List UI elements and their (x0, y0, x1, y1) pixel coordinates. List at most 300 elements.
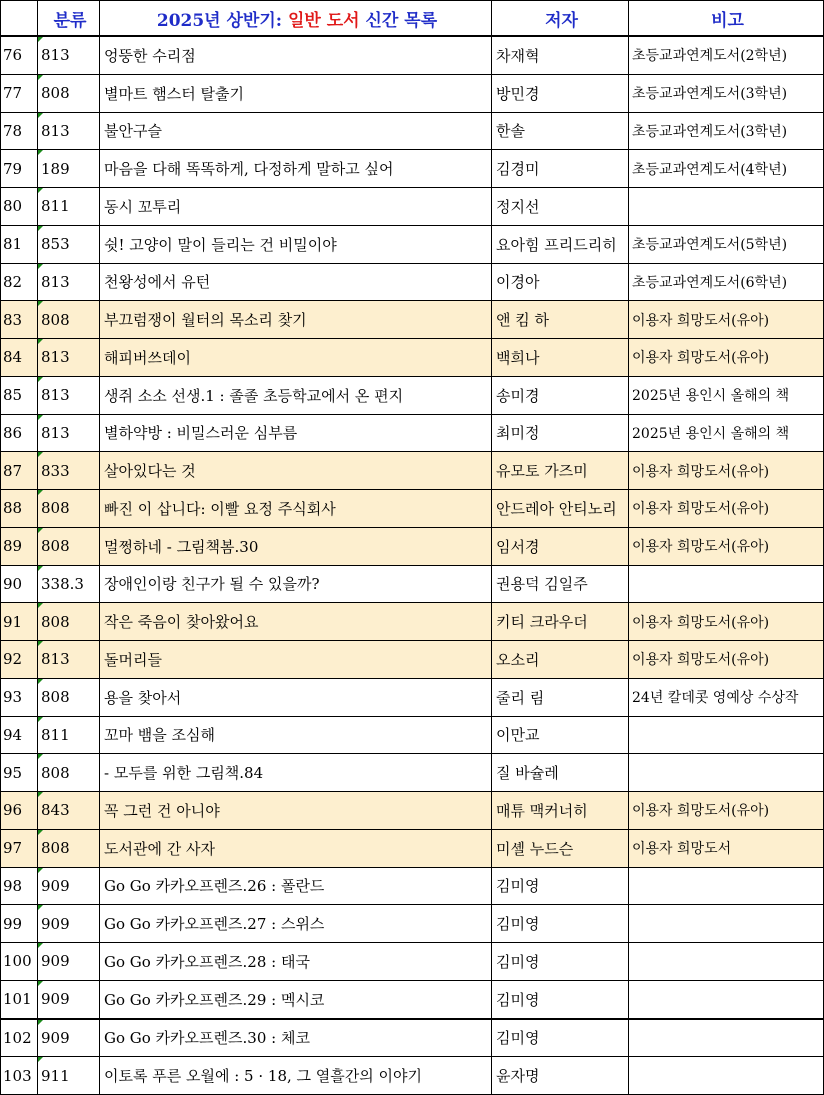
title-header (100, 1, 492, 37)
book-note-text: 초등교과연계도서(3학년) (632, 123, 788, 140)
title-header-prefix: 2025년 상반기: (156, 10, 288, 31)
book-title (100, 376, 492, 414)
book-title (100, 414, 492, 452)
comment-indicator-icon (38, 264, 43, 269)
row-number (1, 339, 38, 377)
comment-indicator-icon (38, 150, 43, 155)
book-author-text: 임서경 (496, 537, 540, 556)
class-number (38, 452, 100, 490)
class-number-text: 808 (41, 537, 70, 556)
table-row (1, 452, 824, 490)
row-number (1, 565, 38, 603)
class-number-text: 808 (41, 688, 70, 707)
book-author-text: 송미경 (496, 386, 540, 405)
book-note-text: 2025년 용인시 올해의 책 (632, 425, 790, 442)
book-title (100, 74, 492, 112)
comment-indicator-icon (38, 566, 43, 571)
book-note (629, 1057, 824, 1095)
book-title-text: - 모두를 위한 그림책.84 (104, 764, 264, 783)
table-row (1, 74, 824, 112)
book-title (100, 754, 492, 792)
comment-indicator-icon (38, 301, 43, 306)
table-row (1, 376, 824, 414)
book-note (629, 716, 824, 754)
book-title-text: 생쥐 소소 선생.1 : 졸졸 초등학교에서 온 편지 (104, 386, 404, 405)
book-note (629, 74, 824, 112)
row-number (1, 225, 38, 263)
row-number (1, 1019, 38, 1057)
book-title (100, 188, 492, 226)
comment-indicator-icon (38, 528, 43, 533)
table-row (1, 603, 824, 641)
class-number (38, 641, 100, 679)
book-author-text: 최미정 (496, 424, 540, 443)
class-number-text: 813 (41, 650, 70, 669)
book-note (629, 452, 824, 490)
table-row (1, 225, 824, 263)
comment-indicator-icon (38, 1057, 43, 1062)
book-title-text: 살아있다는 것 (104, 462, 196, 481)
row-number-text: 96 (3, 801, 23, 820)
table-row (1, 150, 824, 188)
row-number (1, 1057, 38, 1095)
book-note-text: 초등교과연계도서(4학년) (632, 161, 788, 178)
table-row (1, 339, 824, 377)
book-title-text: 엉뚱한 수리점 (104, 46, 196, 65)
book-note (629, 188, 824, 226)
book-author-text: 이경아 (496, 273, 540, 292)
class-number-text: 909 (41, 876, 70, 895)
row-number-text: 92 (3, 650, 23, 669)
row-number-text: 82 (3, 272, 23, 291)
book-title (100, 678, 492, 716)
class-number (38, 339, 100, 377)
class-number-text: 808 (41, 839, 70, 858)
title-header-red: 일반 도서 (287, 10, 360, 31)
row-number-text: 84 (3, 348, 23, 367)
class-number (38, 225, 100, 263)
book-title-text: 해피버쓰데이 (104, 348, 191, 367)
class-number (38, 263, 100, 301)
book-author-text: 키티 크라우더 (496, 613, 588, 632)
class-number-text: 909 (41, 1028, 70, 1047)
class-number (38, 829, 100, 867)
row-number-text: 98 (3, 876, 23, 895)
book-title (100, 943, 492, 981)
row-number-text: 83 (3, 310, 23, 329)
note-header: 비고 (629, 1, 824, 37)
comment-indicator-icon (38, 641, 43, 646)
class-number-text: 808 (41, 499, 70, 518)
book-note (629, 641, 824, 679)
table-row (1, 188, 824, 226)
row-number-text: 90 (3, 574, 23, 593)
book-title-text: 이토록 푸른 오월에 : 5 · 18, 그 열흘간의 이야기 (104, 1067, 422, 1086)
book-note (629, 792, 824, 830)
book-title-text: Go Go 카카오프렌즈.29 : 멕시코 (104, 990, 325, 1009)
book-title-text: 꼭 그런 건 아니야 (104, 801, 220, 820)
row-number-text: 99 (3, 914, 23, 933)
comment-indicator-icon (38, 830, 43, 835)
row-number (1, 678, 38, 716)
class-number (38, 414, 100, 452)
class-number (38, 603, 100, 641)
table-row (1, 716, 824, 754)
class-header: 분류 (38, 1, 100, 37)
class-number-text: 808 (41, 612, 70, 631)
book-author (492, 36, 629, 74)
book-author (492, 867, 629, 905)
comment-indicator-icon (38, 792, 43, 797)
book-title (100, 716, 492, 754)
book-author (492, 792, 629, 830)
class-number (38, 490, 100, 528)
comment-indicator-icon (38, 75, 43, 80)
row-number (1, 188, 38, 226)
row-number-text: 101 (3, 990, 32, 1009)
book-title-text: 돌머리들 (104, 650, 162, 669)
class-number (38, 74, 100, 112)
book-note (629, 490, 824, 528)
book-title-text: Go Go 카카오프렌즈.26 : 폴란드 (104, 877, 325, 896)
class-number-text: 833 (41, 461, 70, 480)
class-number-text: 813 (41, 121, 70, 140)
row-number-text: 87 (3, 461, 23, 480)
table-row (1, 263, 824, 301)
book-author-text: 유모토 가즈미 (496, 462, 588, 481)
book-author-text: 백희나 (496, 348, 540, 367)
row-number (1, 603, 38, 641)
row-number (1, 792, 38, 830)
comment-indicator-icon (38, 113, 43, 118)
book-title (100, 867, 492, 905)
row-number-text: 103 (3, 1066, 32, 1085)
book-author (492, 678, 629, 716)
comment-indicator-icon (38, 188, 43, 193)
book-note (629, 603, 824, 641)
book-author-text: 김미영 (496, 1029, 540, 1048)
author-header: 저자 (492, 1, 629, 37)
class-number-text: 813 (41, 46, 70, 65)
row-number-text: 93 (3, 688, 23, 707)
comment-indicator-icon (38, 754, 43, 759)
class-number-text: 808 (41, 763, 70, 782)
table-row (1, 792, 824, 830)
row-number (1, 376, 38, 414)
class-number-text: 909 (41, 914, 70, 933)
class-number-text: 189 (41, 159, 70, 178)
book-note (629, 565, 824, 603)
row-number (1, 527, 38, 565)
book-author-text: 김미영 (496, 952, 540, 971)
row-number (1, 74, 38, 112)
class-number-text: 909 (41, 952, 70, 971)
book-author-text: 김미영 (496, 915, 540, 934)
book-author (492, 565, 629, 603)
book-author-text: 한솔 (496, 122, 525, 141)
book-title-text: 부끄럼쟁이 월터의 목소리 찾기 (104, 311, 307, 330)
book-author (492, 339, 629, 377)
book-title (100, 603, 492, 641)
row-number (1, 905, 38, 943)
book-author (492, 452, 629, 490)
book-author (492, 74, 629, 112)
book-author (492, 980, 629, 1018)
row-number (1, 754, 38, 792)
book-title-text: 도서관에 간 사자 (104, 839, 215, 858)
book-note-text: 이용자 희망도서 (632, 841, 732, 858)
row-number-text: 81 (3, 235, 23, 254)
comment-indicator-icon (38, 603, 43, 608)
row-number (1, 867, 38, 905)
row-number (1, 716, 38, 754)
book-title (100, 150, 492, 188)
book-title-text: 천왕성에서 유턴 (104, 273, 211, 292)
row-number-text: 88 (3, 499, 23, 518)
book-note (629, 829, 824, 867)
book-note (629, 225, 824, 263)
table-row (1, 1019, 824, 1057)
comment-indicator-icon (38, 452, 43, 457)
class-number (38, 980, 100, 1018)
class-number (38, 754, 100, 792)
book-author (492, 905, 629, 943)
class-number-text: 811 (41, 197, 70, 216)
book-note (629, 527, 824, 565)
class-number (38, 943, 100, 981)
table-row (1, 414, 824, 452)
book-note (629, 36, 824, 74)
table-row (1, 678, 824, 716)
book-note-text: 이용자 희망도서(유아) (632, 463, 770, 480)
book-note (629, 980, 824, 1018)
book-title-text: 마음을 다해 똑똑하게, 다정하게 말하고 싶어 (104, 160, 394, 179)
book-author (492, 641, 629, 679)
class-number (38, 905, 100, 943)
book-title (100, 1057, 492, 1095)
book-title-text: 쉿! 고양이 말이 들리는 건 비밀이야 (104, 235, 337, 254)
book-title (100, 112, 492, 150)
row-number-text: 102 (3, 1028, 32, 1047)
book-title (100, 792, 492, 830)
row-number-text: 91 (3, 612, 23, 631)
book-title (100, 527, 492, 565)
class-number (38, 112, 100, 150)
book-author-text: 정지선 (496, 197, 540, 216)
book-note-text: 24년 칼데콧 영예상 수상작 (632, 690, 799, 707)
book-note-text: 이용자 희망도서(유아) (632, 803, 770, 820)
book-note-text: 2025년 용인시 올해의 책 (632, 388, 790, 405)
row-number (1, 263, 38, 301)
book-note-text: 초등교과연계도서(3학년) (632, 86, 788, 103)
book-note (629, 414, 824, 452)
row-number (1, 490, 38, 528)
table-row (1, 829, 824, 867)
row-number-text: 76 (3, 46, 23, 65)
book-author (492, 225, 629, 263)
row-number (1, 980, 38, 1018)
table-row (1, 112, 824, 150)
comment-indicator-icon (38, 943, 43, 948)
class-number (38, 678, 100, 716)
class-number-text: 813 (41, 272, 70, 291)
book-author (492, 603, 629, 641)
table-row (1, 905, 824, 943)
book-note-text: 초등교과연계도서(5학년) (632, 237, 788, 254)
class-number-text: 813 (41, 348, 70, 367)
class-number-text: 853 (41, 235, 70, 254)
book-title-text: Go Go 카카오프렌즈.28 : 태국 (104, 952, 310, 971)
book-note-text: 이용자 희망도서(유아) (632, 539, 770, 556)
book-title (100, 905, 492, 943)
book-author-text: 윤자명 (496, 1067, 540, 1086)
row-number (1, 943, 38, 981)
class-number (38, 716, 100, 754)
class-number (38, 1019, 100, 1057)
book-note-text: 이용자 희망도서(유아) (632, 501, 770, 518)
book-author (492, 943, 629, 981)
book-note (629, 263, 824, 301)
row-number (1, 829, 38, 867)
book-title (100, 565, 492, 603)
comment-indicator-icon (38, 490, 43, 495)
book-note-text: 이용자 희망도서(유아) (632, 652, 770, 669)
row-number-text: 95 (3, 763, 23, 782)
row-number (1, 452, 38, 490)
book-note (629, 339, 824, 377)
book-note (629, 867, 824, 905)
class-number (38, 36, 100, 74)
book-author (492, 829, 629, 867)
book-title (100, 641, 492, 679)
book-note-text: 초등교과연계도서(6학년) (632, 274, 788, 291)
class-number-text: 813 (41, 386, 70, 405)
comment-indicator-icon (38, 1020, 43, 1025)
book-author (492, 188, 629, 226)
book-title (100, 829, 492, 867)
book-title (100, 36, 492, 74)
book-author (492, 376, 629, 414)
row-number (1, 301, 38, 339)
book-title-text: Go Go 카카오프렌즈.27 : 스위스 (104, 915, 325, 934)
table-row (1, 867, 824, 905)
book-author-text: 오소리 (496, 650, 540, 669)
class-number (38, 1057, 100, 1095)
class-number (38, 527, 100, 565)
class-number-text: 909 (41, 990, 70, 1009)
book-title (100, 490, 492, 528)
book-author-text: 김미영 (496, 990, 540, 1009)
class-number (38, 867, 100, 905)
book-author (492, 1019, 629, 1057)
class-number (38, 188, 100, 226)
class-number-text: 811 (41, 725, 70, 744)
class-number (38, 301, 100, 339)
book-note (629, 943, 824, 981)
row-number-text: 85 (3, 386, 23, 405)
table-row (1, 527, 824, 565)
book-note (629, 376, 824, 414)
row-number-text: 94 (3, 725, 23, 744)
table-row (1, 301, 824, 339)
header-row (1, 1, 824, 37)
row-number (1, 641, 38, 679)
book-title (100, 301, 492, 339)
table-row (1, 1057, 824, 1095)
row-number (1, 36, 38, 74)
row-number-text: 80 (3, 197, 23, 216)
book-author-text: 앤 킴 하 (496, 311, 550, 330)
book-note (629, 112, 824, 150)
book-author (492, 490, 629, 528)
book-author (492, 716, 629, 754)
comment-indicator-icon (38, 981, 43, 986)
class-number-text: 911 (41, 1066, 70, 1085)
book-author-text: 질 바슐레 (496, 764, 559, 783)
class-number (38, 150, 100, 188)
book-note (629, 1019, 824, 1057)
book-author (492, 263, 629, 301)
book-note (629, 754, 824, 792)
row-number (1, 414, 38, 452)
class-number (38, 565, 100, 603)
class-number-text: 813 (41, 423, 70, 442)
book-note-text: 이용자 희망도서(유아) (632, 312, 770, 329)
table-row (1, 490, 824, 528)
row-number-text: 97 (3, 839, 23, 858)
class-number-text: 808 (41, 84, 70, 103)
book-author-text: 안드레아 안티노리 (496, 499, 617, 518)
book-title-text: 작은 죽음이 찾아왔어요 (104, 613, 259, 632)
row-number-text: 100 (3, 952, 32, 971)
comment-indicator-icon (38, 226, 43, 231)
book-title (100, 225, 492, 263)
book-title-text: 멀쩡하네 - 그림책봄.30 (104, 537, 259, 556)
comment-indicator-icon (38, 415, 43, 420)
comment-indicator-icon (38, 717, 43, 722)
book-author-text: 요아힘 프리드리히 (496, 235, 617, 254)
book-title (100, 263, 492, 301)
book-author (492, 301, 629, 339)
table-row (1, 943, 824, 981)
book-title-text: 별마트 햄스터 탈출기 (104, 84, 244, 103)
table-row (1, 641, 824, 679)
book-title-text: 용을 찾아서 (104, 688, 182, 707)
book-title (100, 452, 492, 490)
class-number (38, 376, 100, 414)
class-number (38, 792, 100, 830)
row-number-text: 78 (3, 121, 23, 140)
table-row (1, 565, 824, 603)
book-author-text: 차재혁 (496, 46, 540, 65)
book-note (629, 678, 824, 716)
class-number-text: 843 (41, 801, 70, 820)
comment-indicator-icon (38, 868, 43, 873)
row-number-text: 77 (3, 84, 23, 103)
book-author (492, 414, 629, 452)
comment-indicator-icon (38, 679, 43, 684)
class-number-text: 808 (41, 310, 70, 329)
number-header (1, 1, 38, 37)
book-author-text: 이만교 (496, 726, 540, 745)
row-number-text: 79 (3, 159, 23, 178)
book-author-text: 줄리 림 (496, 688, 545, 707)
book-title-text: 빠진 이 삽니다: 이빨 요정 주식회사 (104, 499, 336, 518)
book-title (100, 339, 492, 377)
comment-indicator-icon (38, 377, 43, 382)
book-author-text: 김미영 (496, 877, 540, 896)
book-author-text: 매튜 맥커너히 (496, 801, 588, 820)
